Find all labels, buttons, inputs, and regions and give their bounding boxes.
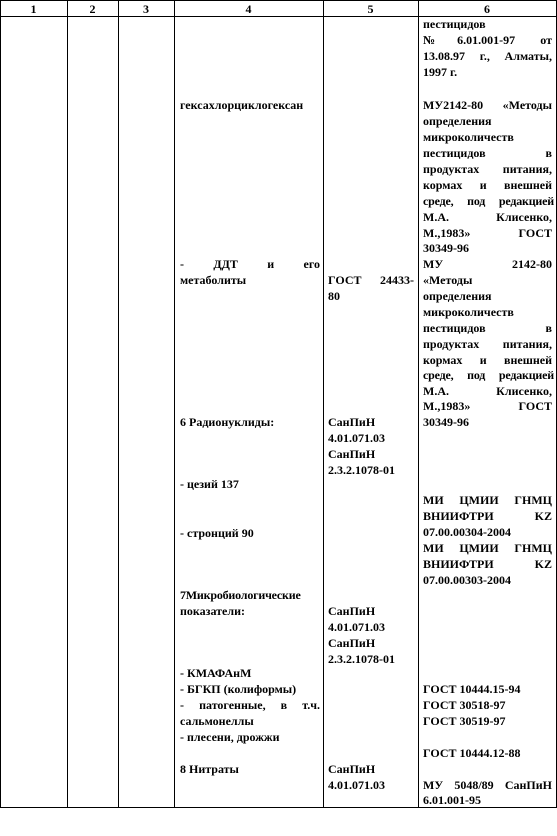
- method-mi1-line2: ВНИИФТРИ KZ: [423, 509, 552, 523]
- indicator-bgkp: - БГКП (колиформы): [180, 682, 297, 696]
- method-mu2-line8: среде, под редакцией: [423, 368, 554, 382]
- method-mu1-line7: среде, под редакцией: [423, 194, 554, 208]
- indicator-micro-line1: 7Микробиологические: [180, 588, 301, 602]
- method-mi2-line1: МИ ЦМИИ ГНМЦ: [423, 541, 552, 555]
- method-mu1-line10: 30349-96: [423, 241, 469, 255]
- indicator-kmafanm: - КМАФАнМ: [180, 666, 252, 680]
- radio-sanpin-2a: СанПиН: [328, 447, 376, 461]
- ddt-gost-line1: ГОСТ 24433-: [328, 273, 414, 287]
- method-mu2-line10: М.,1983» ГОСТ: [423, 399, 552, 413]
- radio-sanpin-1b: 4.01.071.03: [328, 431, 385, 445]
- indicator-cesium: - цезий 137: [180, 477, 239, 491]
- method-mu1-line2: определения: [423, 114, 492, 128]
- method-gost-pathogen: ГОСТ 30519-97: [423, 714, 506, 728]
- indicator-micro-line2: показатели:: [180, 604, 246, 618]
- method-gost-kmafanm: ГОСТ 10444.15-94: [423, 682, 521, 696]
- header-col-1: 1: [30, 2, 37, 16]
- column-border: [418, 0, 419, 808]
- micro-sanpin-2a: СанПиН: [328, 636, 376, 650]
- table-top-border: [0, 0, 557, 1]
- method-mu2-line1: МУ 2142-80: [423, 257, 552, 271]
- method-gost-molds: ГОСТ 10444.12-88: [423, 746, 521, 760]
- indicator-nitrates: 8 Нитраты: [180, 762, 239, 776]
- indicator-ddt-line1: - ДДТ и его: [180, 257, 320, 271]
- method-top-line4: 1997 г.: [423, 65, 458, 79]
- method-gost-bgkp: ГОСТ 30518-97: [423, 698, 506, 712]
- method-mu2-line2: «Методы: [423, 273, 473, 287]
- micro-sanpin-2b: 2.3.2.1078-01: [328, 652, 395, 666]
- indicator-ddt-line2: метаболиты: [180, 273, 247, 287]
- method-mu1-line9: М.,1983» ГОСТ: [423, 226, 552, 240]
- method-mu1-line4: пестицидов в: [423, 146, 552, 160]
- method-mu1-line6: кормах и внешней: [423, 178, 552, 192]
- method-mu2-line4: микроколичеств: [423, 305, 514, 319]
- method-top-line1: пестицидов: [423, 17, 486, 31]
- indicator-radionuclides: 6 Радионуклиды:: [180, 415, 275, 429]
- method-mu2-line6: продуктах питания,: [423, 337, 552, 351]
- method-top-line3: 13.08.97 г., Алматы,: [423, 49, 552, 63]
- method-mu2-line5: пестицидов в: [423, 321, 552, 335]
- indicator-molds: - плесени, дрожжи: [180, 730, 280, 744]
- indicator-pathogen-line2: сальмонеллы: [180, 714, 254, 728]
- header-col-4: 4: [245, 2, 252, 16]
- method-mu-nitrates-line1: МУ 5048/89 СанПиН: [423, 778, 552, 792]
- radio-sanpin-2b: 2.3.2.1078-01: [328, 463, 395, 477]
- nitr-sanpin-b: 4.01.071.03: [328, 778, 385, 792]
- column-border: [67, 0, 68, 808]
- method-mu2-line11: 30349-96: [423, 415, 469, 429]
- header-col-5: 5: [367, 2, 374, 16]
- method-mu1-line1: МУ2142-80 «Методы: [423, 98, 552, 112]
- indicator-strontium: - стронций 90: [180, 526, 254, 540]
- method-mi2-line3: 07.00.00303-2004: [423, 573, 511, 587]
- column-border: [174, 0, 175, 808]
- method-mu2-line9: М.А. Клисенко,: [423, 384, 552, 398]
- method-mi1-line1: МИ ЦМИИ ГНМЦ: [423, 493, 552, 507]
- method-mu2-line7: кормах и внешней: [423, 353, 552, 367]
- method-mu1-line8: М.А. Клисенко,: [423, 210, 552, 224]
- column-border: [323, 0, 324, 808]
- method-mu-nitrates-line2: 6.01.001-95: [423, 793, 481, 807]
- nitr-sanpin-a: СанПиН: [328, 762, 376, 776]
- method-top-line2: №6.01.001-97 от: [423, 33, 552, 47]
- header-col-3: 3: [143, 2, 149, 16]
- indicator-hexachlor: гексахлорциклогексан: [180, 98, 304, 112]
- method-mu1-line5: продуктах питания,: [423, 162, 552, 176]
- column-border: [0, 0, 1, 808]
- header-col-2: 2: [89, 2, 96, 16]
- method-mu2-line3: определения: [423, 289, 492, 303]
- micro-sanpin-1b: 4.01.071.03: [328, 620, 385, 634]
- method-mu1-line3: микроколичеств: [423, 130, 514, 144]
- method-mi1-line3: 07.00.00304-2004: [423, 525, 511, 539]
- micro-sanpin-1a: СанПиН: [328, 604, 376, 618]
- method-mi2-line2: ВНИИФТРИ KZ: [423, 557, 552, 571]
- radio-sanpin-1a: СанПиН: [328, 415, 376, 429]
- ddt-gost-line2: 80: [328, 289, 340, 303]
- indicator-pathogen-line1: - патогенные, в т.ч.: [180, 698, 320, 712]
- header-col-6: 6: [484, 2, 490, 16]
- column-border: [118, 0, 119, 808]
